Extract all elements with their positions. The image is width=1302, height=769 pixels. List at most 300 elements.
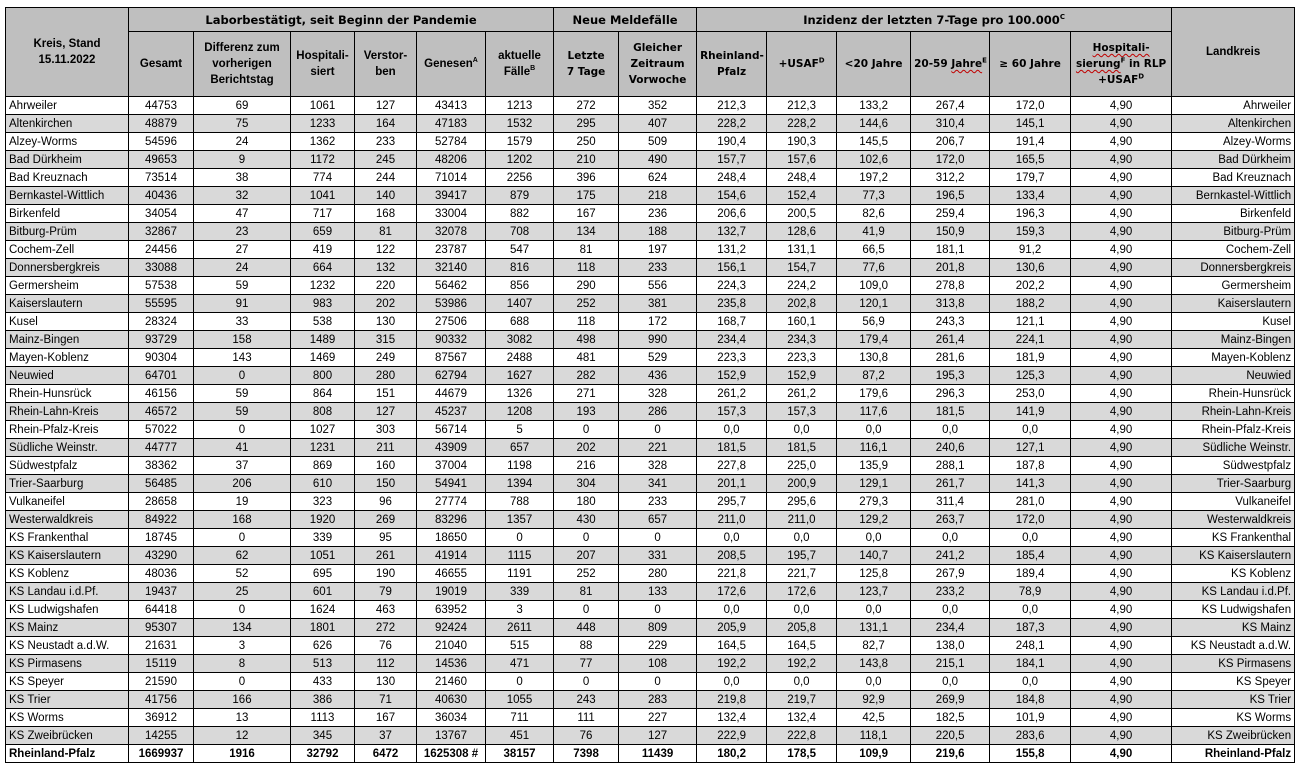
cell-inzidenz-unter-20: 41,9: [837, 223, 911, 241]
cell-hospitalisierung: 4,90: [1071, 169, 1172, 187]
table-row: [6, 511, 1295, 529]
cell-inzidenz-unter-20: 102,6: [837, 151, 911, 169]
table-body: [6, 97, 1295, 745]
cell-inzidenz-unter-20: 77,6: [837, 259, 911, 277]
cell-aktuelle-faelle: 1579: [486, 133, 554, 151]
cell-letzte-7-tage: 250: [554, 133, 619, 151]
cell-letzte-7-tage: 282: [554, 367, 619, 385]
header-group-row: [6, 8, 1295, 32]
cell-letzte-7-tage: 202: [554, 439, 619, 457]
cell-inzidenz-20-59: 288,1: [911, 457, 990, 475]
cell-letzte-7-tage: 0: [554, 673, 619, 691]
cell-differenz: 33: [194, 313, 291, 331]
cell-verstorben: 37: [355, 727, 417, 745]
cell-inzidenz-ab-60: 101,9: [990, 709, 1071, 727]
table-header: [6, 8, 1295, 97]
cell-inzidenz-20-59: 206,7: [911, 133, 990, 151]
cell-kreis: Bitburg-Prüm: [6, 223, 129, 241]
cell-letzte-7-tage: 498: [554, 331, 619, 349]
cell-genesen: 63952: [417, 601, 486, 619]
cell-hospitalisiert: 323: [291, 493, 355, 511]
header-gleicher-zeitraum: Gleicher Zeitraum Vorwoche: [619, 32, 697, 97]
cell-inzidenz-ab-60: 165,5: [990, 151, 1071, 169]
cell-aktuelle-faelle: 5: [486, 421, 554, 439]
cell-inzidenz-rlp: 211,0: [697, 511, 767, 529]
cell-kreis: Rhein-Lahn-Kreis: [6, 403, 129, 421]
cell-hospitalisiert: 1231: [291, 439, 355, 457]
header-unter-20: <20 Jahre: [837, 32, 911, 97]
cell-verstorben: 79: [355, 583, 417, 601]
header-ab-60: ≥ 60 Jahre: [990, 32, 1071, 97]
cell-letzte-7-tage: 481: [554, 349, 619, 367]
cell-aktuelle-faelle: 882: [486, 205, 554, 223]
cell-kreis: Mainz-Bingen: [6, 331, 129, 349]
cell-inzidenz-rlp: 131,2: [697, 241, 767, 259]
cell-gesamt: 19437: [129, 583, 194, 601]
cell-gleicher-zeitraum-vorwoche: 0: [619, 421, 697, 439]
cell-inzidenz-ab-60: 196,3: [990, 205, 1071, 223]
cell-inzidenz-usaf: 211,0: [767, 511, 837, 529]
cell-differenz: 168: [194, 511, 291, 529]
cell-aktuelle-faelle: 657: [486, 439, 554, 457]
cell-inzidenz-ab-60: 202,2: [990, 277, 1071, 295]
cell-kreis: Westerwaldkreis: [6, 511, 129, 529]
cell-letzte-7-tage: 295: [554, 115, 619, 133]
cell-landkreis: Südwestpfalz: [1172, 457, 1295, 475]
cell-landkreis: KS Frankenthal: [1172, 529, 1295, 547]
cell-inzidenz-rlp: 223,3: [697, 349, 767, 367]
total-cell-differenz: 1916: [194, 745, 291, 763]
cell-letzte-7-tage: 207: [554, 547, 619, 565]
cell-landkreis: KS Neustadt a.d.W.: [1172, 637, 1295, 655]
cell-letzte-7-tage: 0: [554, 601, 619, 619]
cell-gesamt: 54596: [129, 133, 194, 151]
cell-inzidenz-unter-20: 279,3: [837, 493, 911, 511]
cell-inzidenz-unter-20: 42,5: [837, 709, 911, 727]
cell-inzidenz-ab-60: 281,0: [990, 493, 1071, 511]
cell-differenz: 0: [194, 421, 291, 439]
cell-inzidenz-rlp: 248,4: [697, 169, 767, 187]
cell-hospitalisiert: 1172: [291, 151, 355, 169]
cell-inzidenz-rlp: 224,3: [697, 277, 767, 295]
cell-verstorben: 95: [355, 529, 417, 547]
cell-letzte-7-tage: 271: [554, 385, 619, 403]
table-row: [6, 259, 1295, 277]
cell-inzidenz-rlp: 0,0: [697, 529, 767, 547]
header-aktuelle-faelle: aktuelle Fälle$^B$: [486, 32, 554, 97]
cell-hospitalisiert: 513: [291, 655, 355, 673]
cell-hospitalisierung: 4,90: [1071, 601, 1172, 619]
cell-gleicher-zeitraum-vorwoche: 221: [619, 439, 697, 457]
cell-gleicher-zeitraum-vorwoche: 229: [619, 637, 697, 655]
cell-landkreis: Bitburg-Prüm: [1172, 223, 1295, 241]
cell-inzidenz-rlp: 295,7: [697, 493, 767, 511]
header-differenz: Differenz zum vorherigen Berichtstag: [194, 32, 291, 97]
header-letzte-7-tage: Letzte 7 Tage: [554, 32, 619, 97]
cell-verstorben: 463: [355, 601, 417, 619]
cell-kreis: KS Neustadt a.d.W.: [6, 637, 129, 655]
cell-aktuelle-faelle: 3082: [486, 331, 554, 349]
cell-differenz: 158: [194, 331, 291, 349]
cell-differenz: 27: [194, 241, 291, 259]
cell-hospitalisiert: 664: [291, 259, 355, 277]
cell-genesen: 14536: [417, 655, 486, 673]
cell-inzidenz-unter-20: 131,1: [837, 619, 911, 637]
cell-aktuelle-faelle: 2488: [486, 349, 554, 367]
cell-landkreis: KS Koblenz: [1172, 565, 1295, 583]
cell-gleicher-zeitraum-vorwoche: 328: [619, 457, 697, 475]
cell-gesamt: 64418: [129, 601, 194, 619]
cell-gleicher-zeitraum-vorwoche: 127: [619, 727, 697, 745]
cell-genesen: 40630: [417, 691, 486, 709]
cell-genesen: 92424: [417, 619, 486, 637]
table-row: [6, 403, 1295, 421]
cell-differenz: 134: [194, 619, 291, 637]
cell-verstorben: 96: [355, 493, 417, 511]
cell-verstorben: 233: [355, 133, 417, 151]
cell-inzidenz-20-59: 150,9: [911, 223, 990, 241]
cell-inzidenz-rlp: 156,1: [697, 259, 767, 277]
cell-differenz: 59: [194, 277, 291, 295]
cell-inzidenz-usaf: 181,5: [767, 439, 837, 457]
cell-genesen: 46655: [417, 565, 486, 583]
cell-genesen: 52784: [417, 133, 486, 151]
cell-hospitalisiert: 1051: [291, 547, 355, 565]
cell-gleicher-zeitraum-vorwoche: 328: [619, 385, 697, 403]
cell-verstorben: 164: [355, 115, 417, 133]
cell-inzidenz-usaf: 131,1: [767, 241, 837, 259]
cell-inzidenz-20-59: 313,8: [911, 295, 990, 313]
cell-aktuelle-faelle: 1532: [486, 115, 554, 133]
cell-inzidenz-unter-20: 116,1: [837, 439, 911, 457]
cell-gleicher-zeitraum-vorwoche: 233: [619, 259, 697, 277]
cell-differenz: 32: [194, 187, 291, 205]
cell-hospitalisierung: 4,90: [1071, 421, 1172, 439]
cell-aktuelle-faelle: 2256: [486, 169, 554, 187]
cell-hospitalisierung: 4,90: [1071, 277, 1172, 295]
cell-differenz: 166: [194, 691, 291, 709]
cell-genesen: 83296: [417, 511, 486, 529]
cell-inzidenz-ab-60: 133,4: [990, 187, 1071, 205]
cell-gesamt: 44777: [129, 439, 194, 457]
cell-inzidenz-usaf: 200,5: [767, 205, 837, 223]
cell-landkreis: Westerwaldkreis: [1172, 511, 1295, 529]
cell-gleicher-zeitraum-vorwoche: 809: [619, 619, 697, 637]
cell-landkreis: Germersheim: [1172, 277, 1295, 295]
cell-hospitalisiert: 433: [291, 673, 355, 691]
cell-inzidenz-unter-20: 140,7: [837, 547, 911, 565]
cell-genesen: 43413: [417, 97, 486, 115]
cell-gesamt: 44753: [129, 97, 194, 115]
cell-kreis: Kaiserslautern: [6, 295, 129, 313]
cell-differenz: 0: [194, 673, 291, 691]
cell-letzte-7-tage: 81: [554, 241, 619, 259]
cell-aktuelle-faelle: 3: [486, 601, 554, 619]
cell-verstorben: 76: [355, 637, 417, 655]
cell-inzidenz-20-59: 261,4: [911, 331, 990, 349]
cell-inzidenz-ab-60: 187,3: [990, 619, 1071, 637]
cell-differenz: 38: [194, 169, 291, 187]
cell-differenz: 143: [194, 349, 291, 367]
cell-gesamt: 41756: [129, 691, 194, 709]
cell-inzidenz-rlp: 164,5: [697, 637, 767, 655]
cell-inzidenz-rlp: 235,8: [697, 295, 767, 313]
cell-inzidenz-rlp: 221,8: [697, 565, 767, 583]
cell-verstorben: 315: [355, 331, 417, 349]
cell-inzidenz-usaf: 222,8: [767, 727, 837, 745]
cell-inzidenz-ab-60: 184,1: [990, 655, 1071, 673]
cell-kreis: Cochem-Zell: [6, 241, 129, 259]
cell-hospitalisierung: 4,90: [1071, 673, 1172, 691]
cell-inzidenz-rlp: 154,6: [697, 187, 767, 205]
cell-aktuelle-faelle: 1407: [486, 295, 554, 313]
cell-hospitalisierung: 4,90: [1071, 475, 1172, 493]
cell-differenz: 75: [194, 115, 291, 133]
cell-inzidenz-unter-20: 197,2: [837, 169, 911, 187]
cell-landkreis: Rhein-Pfalz-Kreis: [1172, 421, 1295, 439]
cell-hospitalisiert: 717: [291, 205, 355, 223]
cell-gesamt: 48879: [129, 115, 194, 133]
cell-genesen: 21460: [417, 673, 486, 691]
cell-letzte-7-tage: 77: [554, 655, 619, 673]
cell-inzidenz-usaf: 228,2: [767, 115, 837, 133]
cell-inzidenz-rlp: 132,4: [697, 709, 767, 727]
cell-verstorben: 127: [355, 403, 417, 421]
cell-genesen: 27774: [417, 493, 486, 511]
cell-inzidenz-ab-60: 0,0: [990, 673, 1071, 691]
cell-hospitalisiert: 659: [291, 223, 355, 241]
table-row: [6, 637, 1295, 655]
cell-hospitalisiert: 601: [291, 583, 355, 601]
cell-verstorben: 81: [355, 223, 417, 241]
cell-letzte-7-tage: 252: [554, 565, 619, 583]
cell-verstorben: 160: [355, 457, 417, 475]
cell-verstorben: 71: [355, 691, 417, 709]
cell-hospitalisierung: 4,90: [1071, 691, 1172, 709]
cell-inzidenz-usaf: 192,2: [767, 655, 837, 673]
cell-letzte-7-tage: 193: [554, 403, 619, 421]
cell-aktuelle-faelle: 1191: [486, 565, 554, 583]
cell-inzidenz-usaf: 157,3: [767, 403, 837, 421]
cell-aktuelle-faelle: 879: [486, 187, 554, 205]
cell-kreis: Alzey-Worms: [6, 133, 129, 151]
table-row: [6, 277, 1295, 295]
cell-kreis: Bad Kreuznach: [6, 169, 129, 187]
cell-inzidenz-usaf: 157,6: [767, 151, 837, 169]
cell-gesamt: 57022: [129, 421, 194, 439]
cell-inzidenz-20-59: 181,5: [911, 403, 990, 421]
cell-inzidenz-usaf: 224,2: [767, 277, 837, 295]
total-cell-landkreis: Rheinland-Pfalz: [1172, 745, 1295, 763]
cell-kreis: Donnersbergkreis: [6, 259, 129, 277]
cell-landkreis: Ahrweiler: [1172, 97, 1295, 115]
cell-hospitalisiert: 1801: [291, 619, 355, 637]
cell-genesen: 56462: [417, 277, 486, 295]
cell-aktuelle-faelle: 0: [486, 673, 554, 691]
cell-kreis: KS Worms: [6, 709, 129, 727]
table-row: [6, 655, 1295, 673]
cell-inzidenz-rlp: 152,9: [697, 367, 767, 385]
cell-letzte-7-tage: 167: [554, 205, 619, 223]
cell-gleicher-zeitraum-vorwoche: 188: [619, 223, 697, 241]
cell-landkreis: Alzey-Worms: [1172, 133, 1295, 151]
cell-inzidenz-rlp: 219,8: [697, 691, 767, 709]
cell-aktuelle-faelle: 1115: [486, 547, 554, 565]
cell-kreis: KS Trier: [6, 691, 129, 709]
cell-landkreis: KS Zweibrücken: [1172, 727, 1295, 745]
cell-inzidenz-usaf: 205,8: [767, 619, 837, 637]
cell-verstorben: 244: [355, 169, 417, 187]
table-row: [6, 547, 1295, 565]
cell-hospitalisiert: 1624: [291, 601, 355, 619]
cell-hospitalisierung: 4,90: [1071, 151, 1172, 169]
cell-kreis: Bad Dürkheim: [6, 151, 129, 169]
cell-hospitalisiert: 626: [291, 637, 355, 655]
header-verstorben: Verstor- ben: [355, 32, 417, 97]
cell-inzidenz-ab-60: 185,4: [990, 547, 1071, 565]
cell-inzidenz-ab-60: 145,1: [990, 115, 1071, 133]
table-footer: [6, 745, 1295, 763]
cell-inzidenz-ab-60: 125,3: [990, 367, 1071, 385]
header-group-laborbestaetigt: Laborbestätigt, seit Beginn der Pandemie: [129, 8, 554, 32]
cell-letzte-7-tage: 252: [554, 295, 619, 313]
cell-hospitalisierung: 4,90: [1071, 115, 1172, 133]
cell-gleicher-zeitraum-vorwoche: 133: [619, 583, 697, 601]
cell-verstorben: 280: [355, 367, 417, 385]
cell-gleicher-zeitraum-vorwoche: 556: [619, 277, 697, 295]
cell-inzidenz-ab-60: 191,4: [990, 133, 1071, 151]
cell-kreis: Rhein-Pfalz-Kreis: [6, 421, 129, 439]
table-row: [6, 331, 1295, 349]
cell-verstorben: 151: [355, 385, 417, 403]
cell-genesen: 44679: [417, 385, 486, 403]
cell-genesen: 56714: [417, 421, 486, 439]
cell-inzidenz-ab-60: 159,3: [990, 223, 1071, 241]
cell-aktuelle-faelle: 1326: [486, 385, 554, 403]
cell-inzidenz-rlp: 157,7: [697, 151, 767, 169]
cell-inzidenz-unter-20: 123,7: [837, 583, 911, 601]
cell-inzidenz-20-59: 269,9: [911, 691, 990, 709]
cell-hospitalisierung: 4,90: [1071, 493, 1172, 511]
cell-genesen: 33004: [417, 205, 486, 223]
cell-inzidenz-ab-60: 181,9: [990, 349, 1071, 367]
cell-inzidenz-rlp: 168,7: [697, 313, 767, 331]
header-20-59: 20-59 Jahre$^E$: [911, 32, 990, 97]
total-cell-aktuelle-faelle: 38157: [486, 745, 554, 763]
cell-aktuelle-faelle: 708: [486, 223, 554, 241]
cell-landkreis: Trier-Saarburg: [1172, 475, 1295, 493]
cell-genesen: 32078: [417, 223, 486, 241]
cell-genesen: 21040: [417, 637, 486, 655]
cell-gesamt: 57538: [129, 277, 194, 295]
cell-inzidenz-20-59: 311,4: [911, 493, 990, 511]
cell-hospitalisiert: 774: [291, 169, 355, 187]
header-column-row: [6, 32, 1295, 97]
table-row: [6, 295, 1295, 313]
cell-inzidenz-unter-20: 133,2: [837, 97, 911, 115]
cell-inzidenz-20-59: 181,1: [911, 241, 990, 259]
cell-gleicher-zeitraum-vorwoche: 657: [619, 511, 697, 529]
cell-hospitalisiert: 1041: [291, 187, 355, 205]
cell-inzidenz-unter-20: 129,2: [837, 511, 911, 529]
cell-genesen: 36034: [417, 709, 486, 727]
cell-kreis: Mayen-Koblenz: [6, 349, 129, 367]
cell-landkreis: Bad Kreuznach: [1172, 169, 1295, 187]
cell-inzidenz-ab-60: 283,6: [990, 727, 1071, 745]
cell-inzidenz-usaf: 0,0: [767, 673, 837, 691]
cell-genesen: 13767: [417, 727, 486, 745]
cell-hospitalisiert: 864: [291, 385, 355, 403]
cell-inzidenz-ab-60: 179,7: [990, 169, 1071, 187]
cell-inzidenz-usaf: 190,3: [767, 133, 837, 151]
cell-gesamt: 40436: [129, 187, 194, 205]
cell-gleicher-zeitraum-vorwoche: 236: [619, 205, 697, 223]
cell-inzidenz-unter-20: 179,6: [837, 385, 911, 403]
cell-inzidenz-ab-60: 188,2: [990, 295, 1071, 313]
cell-verstorben: 167: [355, 709, 417, 727]
cell-inzidenz-usaf: 261,2: [767, 385, 837, 403]
cell-genesen: 39417: [417, 187, 486, 205]
cell-gleicher-zeitraum-vorwoche: 624: [619, 169, 697, 187]
cell-inzidenz-rlp: 192,2: [697, 655, 767, 673]
cell-landkreis: Rhein-Lahn-Kreis: [1172, 403, 1295, 421]
cell-inzidenz-rlp: 205,9: [697, 619, 767, 637]
cell-gesamt: 43290: [129, 547, 194, 565]
cell-gleicher-zeitraum-vorwoche: 407: [619, 115, 697, 133]
cell-hospitalisierung: 4,90: [1071, 529, 1172, 547]
cell-inzidenz-20-59: 310,4: [911, 115, 990, 133]
cell-verstorben: 220: [355, 277, 417, 295]
cell-gesamt: 48036: [129, 565, 194, 583]
cell-verstorben: 130: [355, 313, 417, 331]
cell-gleicher-zeitraum-vorwoche: 172: [619, 313, 697, 331]
cell-aktuelle-faelle: 816: [486, 259, 554, 277]
cell-hospitalisiert: 869: [291, 457, 355, 475]
cell-inzidenz-usaf: 154,7: [767, 259, 837, 277]
table-row: [6, 475, 1295, 493]
cell-gleicher-zeitraum-vorwoche: 286: [619, 403, 697, 421]
cell-gesamt: 36912: [129, 709, 194, 727]
cell-inzidenz-ab-60: 127,1: [990, 439, 1071, 457]
cell-hospitalisierung: 4,90: [1071, 727, 1172, 745]
cell-hospitalisiert: 1027: [291, 421, 355, 439]
cell-inzidenz-20-59: 263,7: [911, 511, 990, 529]
cell-letzte-7-tage: 216: [554, 457, 619, 475]
cell-inzidenz-rlp: 234,4: [697, 331, 767, 349]
cell-verstorben: 249: [355, 349, 417, 367]
cell-genesen: 19019: [417, 583, 486, 601]
cell-landkreis: Bad Dürkheim: [1172, 151, 1295, 169]
cell-inzidenz-unter-20: 82,7: [837, 637, 911, 655]
table-row: [6, 457, 1295, 475]
cell-inzidenz-unter-20: 143,8: [837, 655, 911, 673]
cell-gleicher-zeitraum-vorwoche: 197: [619, 241, 697, 259]
cell-gesamt: 15119: [129, 655, 194, 673]
cell-gesamt: 28324: [129, 313, 194, 331]
cell-gleicher-zeitraum-vorwoche: 227: [619, 709, 697, 727]
table-row: [6, 187, 1295, 205]
cell-inzidenz-rlp: 222,9: [697, 727, 767, 745]
cell-inzidenz-usaf: 152,4: [767, 187, 837, 205]
cell-inzidenz-ab-60: 172,0: [990, 511, 1071, 529]
cell-inzidenz-rlp: 0,0: [697, 421, 767, 439]
table-row: [6, 565, 1295, 583]
cell-gesamt: 64701: [129, 367, 194, 385]
cell-verstorben: 190: [355, 565, 417, 583]
cell-kreis: Rhein-Hunsrück: [6, 385, 129, 403]
cell-inzidenz-20-59: 0,0: [911, 673, 990, 691]
cell-inzidenz-usaf: 221,7: [767, 565, 837, 583]
